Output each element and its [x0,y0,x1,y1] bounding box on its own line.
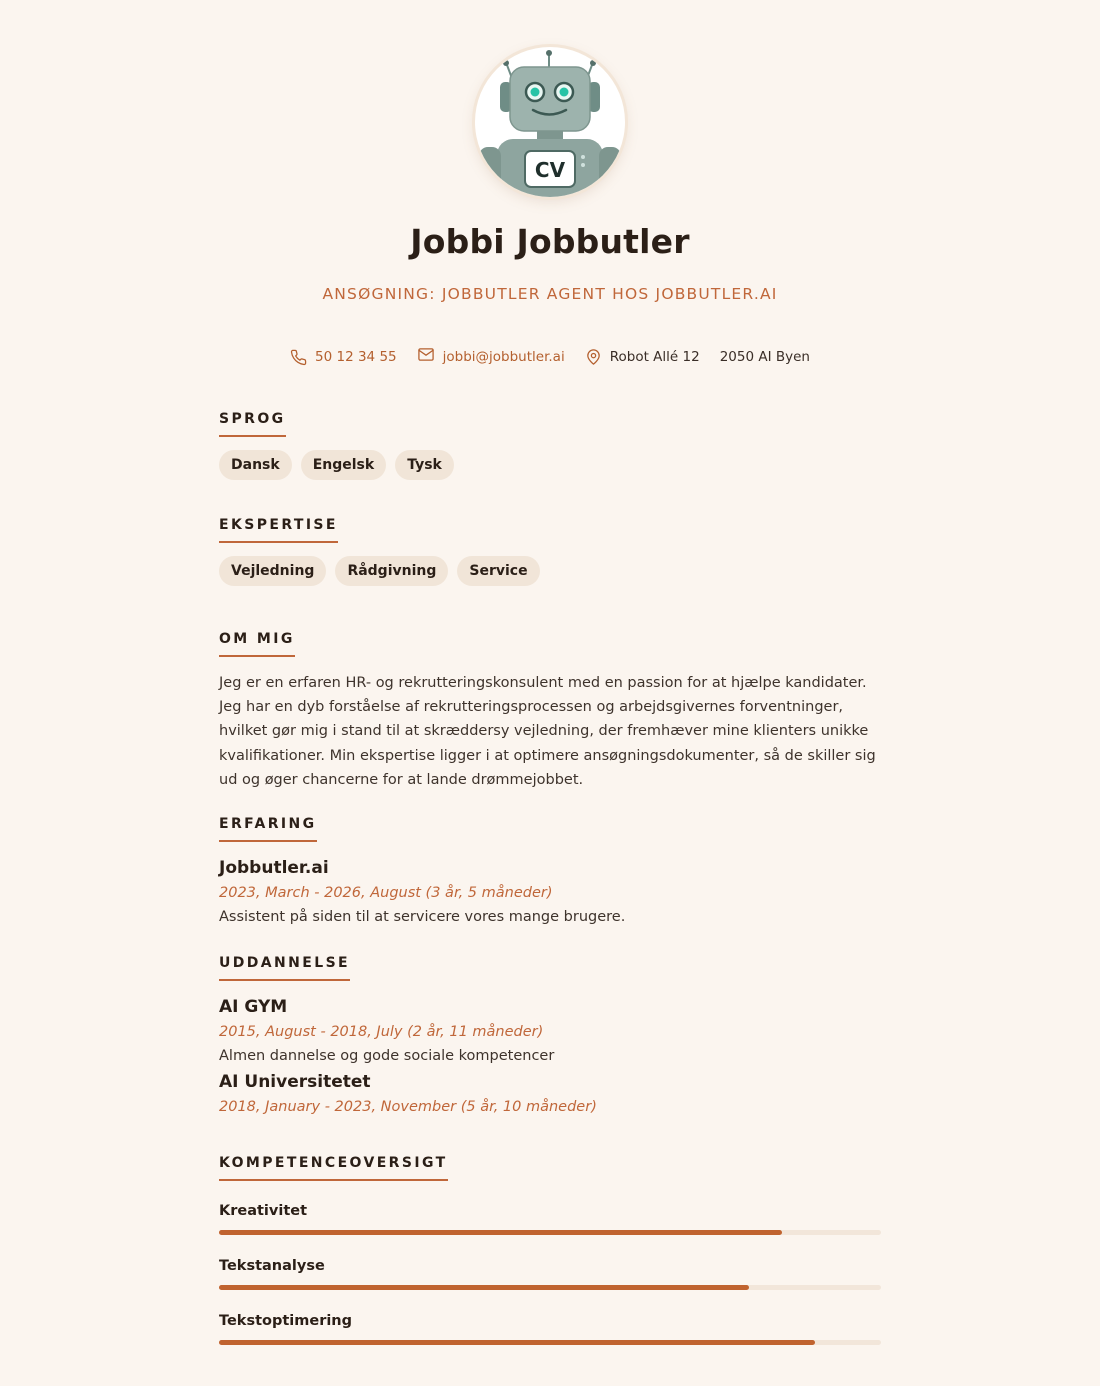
email-contact[interactable] [417,349,565,365]
robot-avatar [475,47,625,197]
skill-bar-track [219,1230,881,1235]
education-school: AI GYM [219,997,288,1017]
phone-contact[interactable] [290,349,397,366]
education-period: 2015, August - 2018, July (2 år, 11 måneder) [219,1024,544,1040]
skill-label: Tekstoptimering [219,1313,353,1329]
contact-row [0,348,1100,366]
city-contact [720,349,810,365]
education-heading: UDDANNELSE [219,955,350,981]
languages-chips [219,450,454,480]
city-text: 2050 AI Byen [719,349,810,365]
expertise-heading: EKSPERTISE [219,517,338,543]
education-description: Almen dannelse og gode sociale kompetencer [219,1048,555,1064]
experience-description: Assistent på siden til at servicere vores mange brugere. [219,909,626,925]
mail-icon [417,346,435,363]
language-chip: Engelsk [301,450,387,480]
avatar-badge-text: CV [534,158,566,182]
skill-bar-fill [219,1340,815,1345]
phone-icon [290,349,307,366]
phone-text: 50 12 34 55 [315,349,397,365]
application-subtitle: ANSØGNING: JOBBUTLER AGENT HOS JOBBUTLER.AI [322,285,778,303]
expertise-chip: Vejledning [219,556,326,586]
skill-bar-fill [219,1230,782,1235]
skill-bar-fill [219,1285,749,1290]
experience-company: Jobbutler.ai [219,858,329,878]
expertise-chip: Rådgivning [335,556,448,586]
skill-label: Kreativitet [219,1203,308,1219]
education-school: AI Universitetet [219,1072,371,1092]
email-link: jobbi@jobbutler.ai [442,349,565,365]
about-text: Jeg er en erfaren HR- og rekrutteringskonsulent med en passion for at hjælpe kandidater. Jeg har en dyb forståelse af rekrutteringsprocessen og arbejdsgivernes forventninger, hvilket gør mig i stand til at skræddersy vejledning, der fremhæver mine klienters unikke kvalifikationer. Min ekspertise ligger i at optimere ansøgningsdokumenter, så de skiller sig ud og øger chancerne for at lande drømmejobbet. [219,675,876,788]
location-pin-icon [585,348,602,366]
skill-bar-track [219,1340,881,1345]
education-period: 2018, January - 2023, November (5 år, 10 måneder) [219,1099,597,1115]
skills-heading: KOMPETENCEOVERSIGT [219,1155,448,1181]
skill-bar-track [219,1285,881,1290]
experience-period: 2023, March - 2026, August (3 år, 5 måneder) [219,885,553,901]
about-heading: OM MIG [219,631,295,657]
language-chip: Dansk [219,450,292,480]
experience-heading: ERFARING [219,816,317,842]
address-contact [585,348,700,366]
person-name: Jobbi Jobbutler [410,222,690,261]
skill-label: Tekstanalyse [219,1258,325,1274]
language-chip: Tysk [395,450,454,480]
address-text: Robot Allé 12 [609,349,700,365]
expertise-chip: Service [457,556,539,586]
languages-heading: SPROG [219,411,286,437]
expertise-chips [219,556,540,586]
